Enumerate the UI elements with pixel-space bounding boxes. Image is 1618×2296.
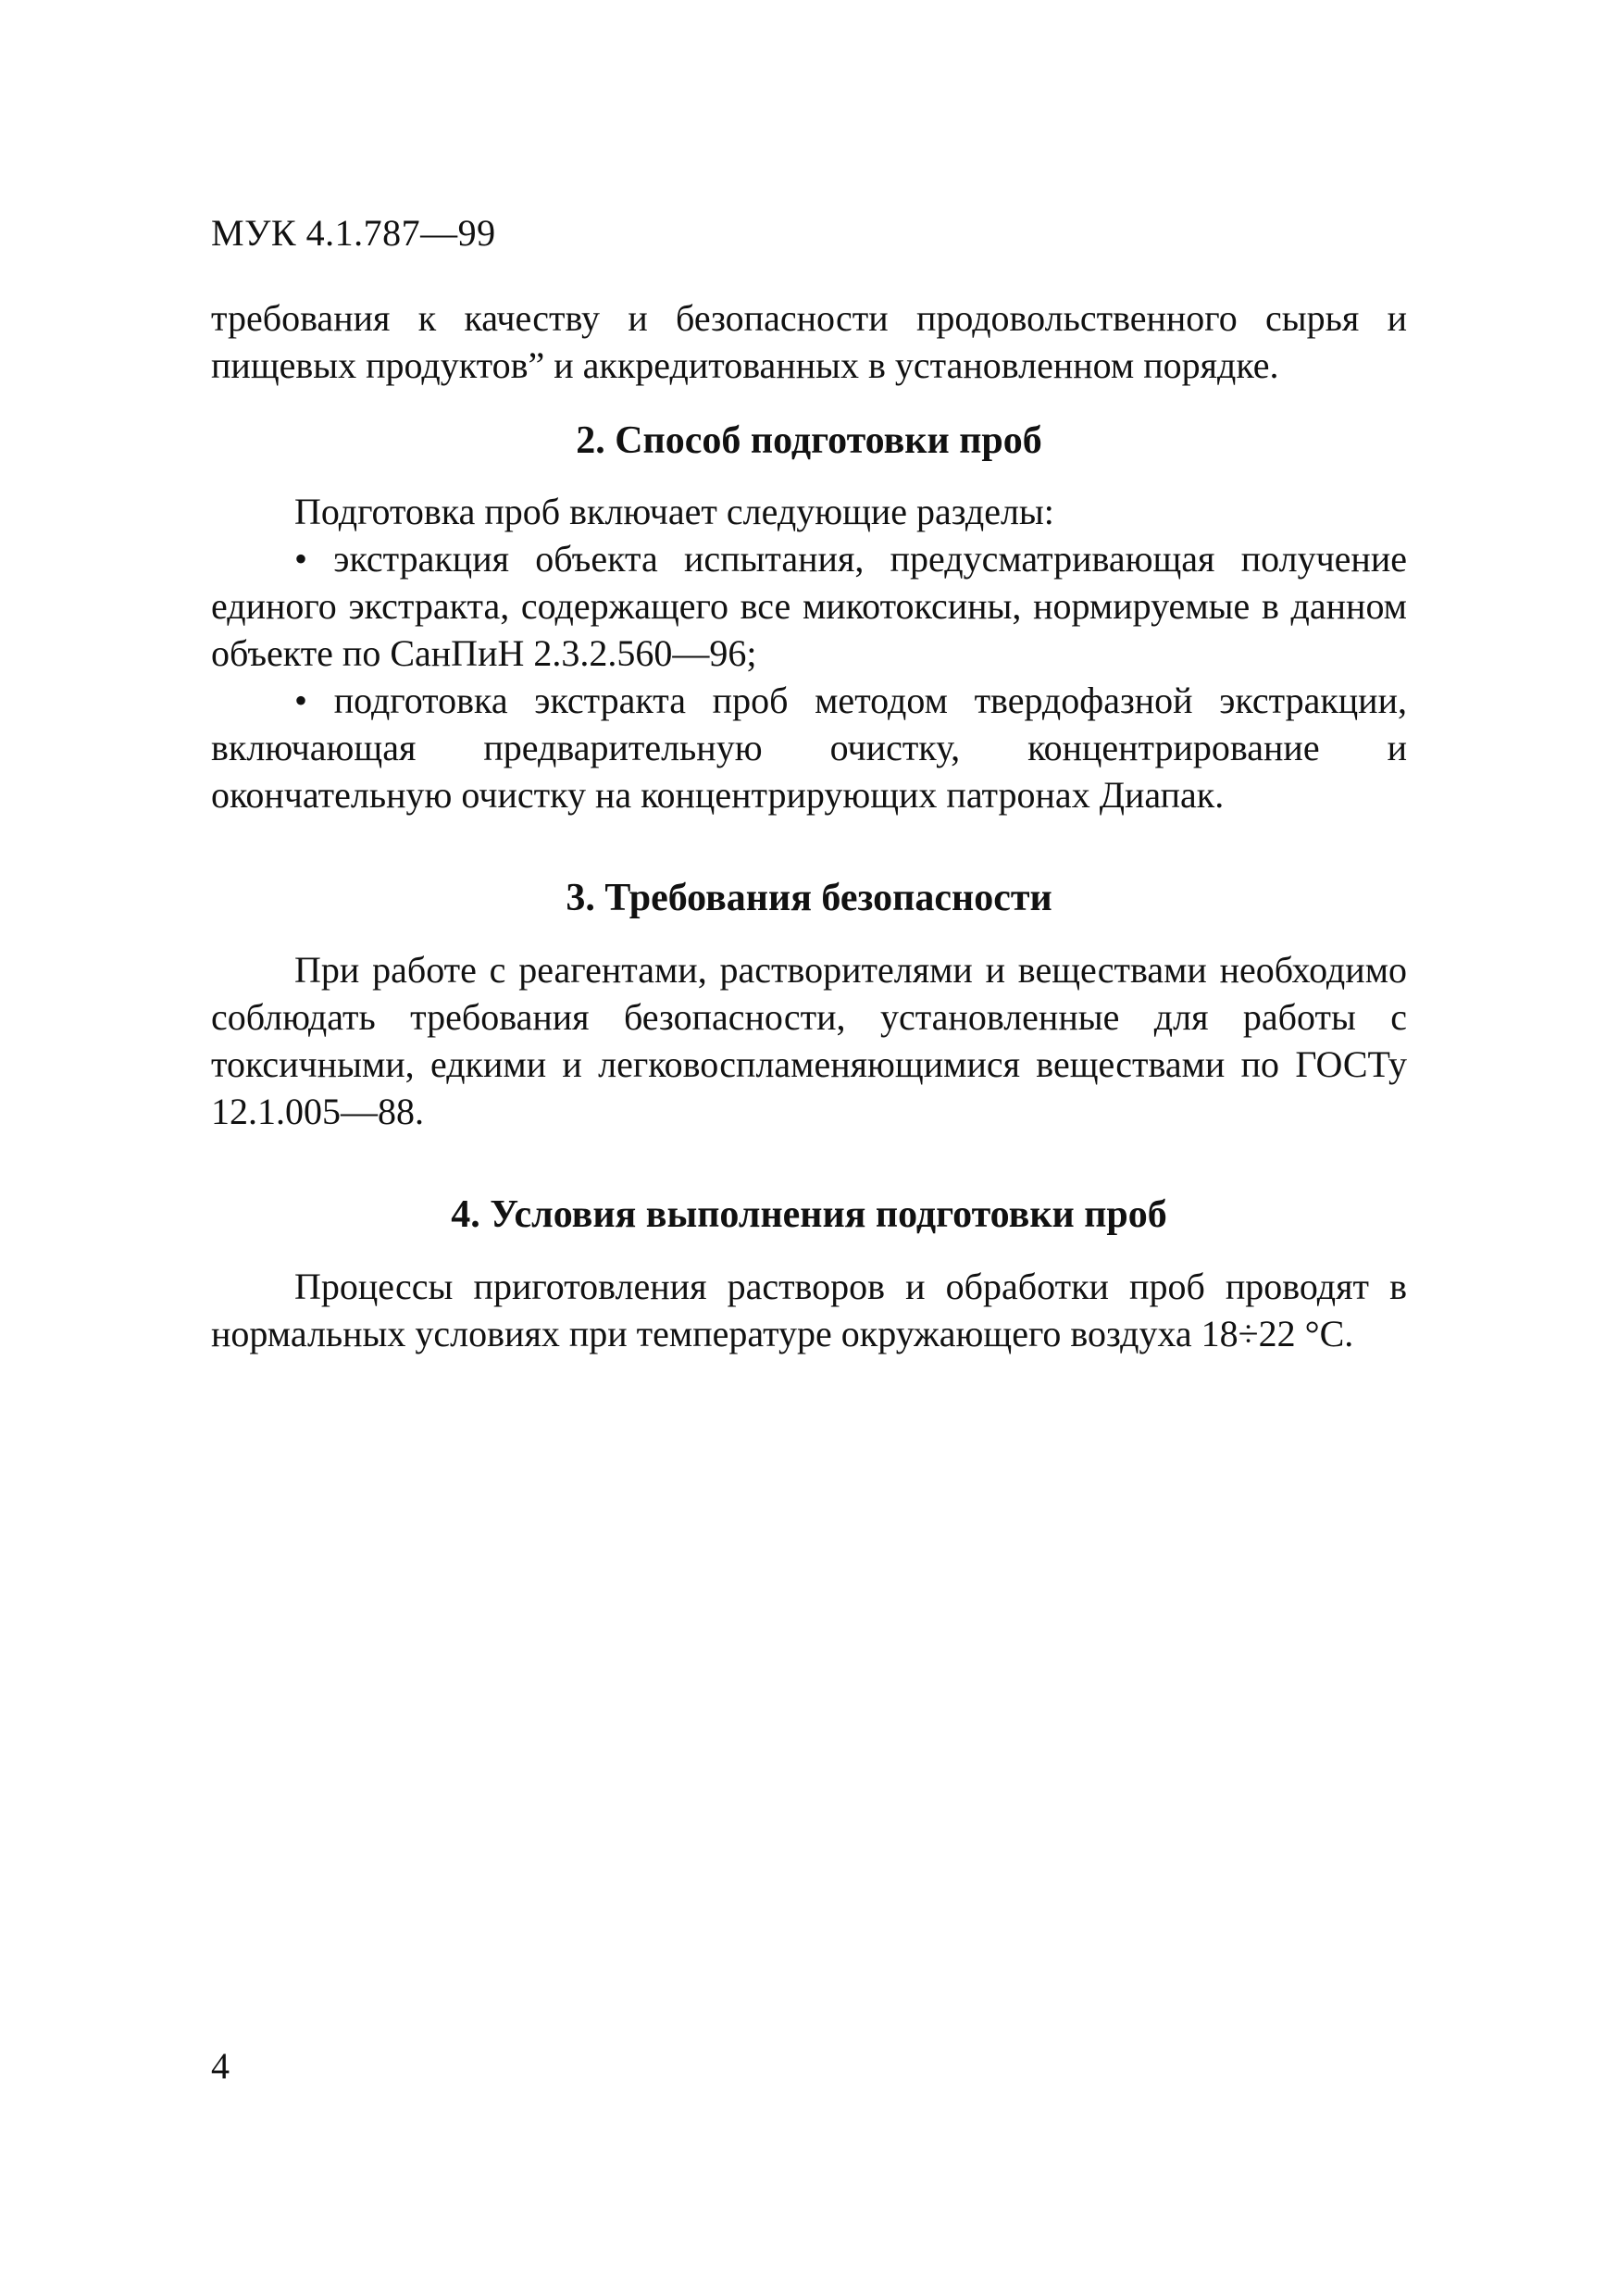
page-content [211,294,1407,1357]
section-2-heading: 2. Способ подготовки проб [576,419,1042,462]
page-number: 4 [211,2045,230,2087]
document-code-header: МУК 4.1.787—99 [211,212,496,254]
intro-continuation-paragraph: требования к качеству и безопасности продовольственного сырья и пищевых продуктов” и аккредитованных в установленном порядке. [211,297,1407,386]
section-2-bullet-1: • экстракция объекта испытания, предусматривающая получение единого экстракта, содержащего все микотоксины, нормируемые в данном объекте по СанПиН 2.3.2.560—96; [211,538,1407,674]
section-4-paragraph: Процессы приготовления растворов и обработки проб проводят в нормальных условиях при температуре окружающего воздуха 18÷22 °С. [211,1266,1407,1354]
section-3-heading: 3. Требования безопасности [566,877,1052,919]
section-2-lead-paragraph: Подготовка проб включает следующие разделы: [294,491,1054,532]
section-2-bullet-2: • подготовка экстракта проб методом твердофазной экстракции, включающая предварительную очистку, концентрирование и окончательную очистку на концентрирующих патронах Диапак. [211,680,1407,816]
section-3-paragraph: При работе с реагентами, растворителями и веществами необходимо соблюдать требования безопасности, установленные для работы с токсичными, едкими и легковоспламеняющимися веществами по ГОСТу 12.1.005—88. [211,949,1407,1132]
section-4-heading: 4. Условия выполнения подготовки проб [451,1193,1167,1236]
